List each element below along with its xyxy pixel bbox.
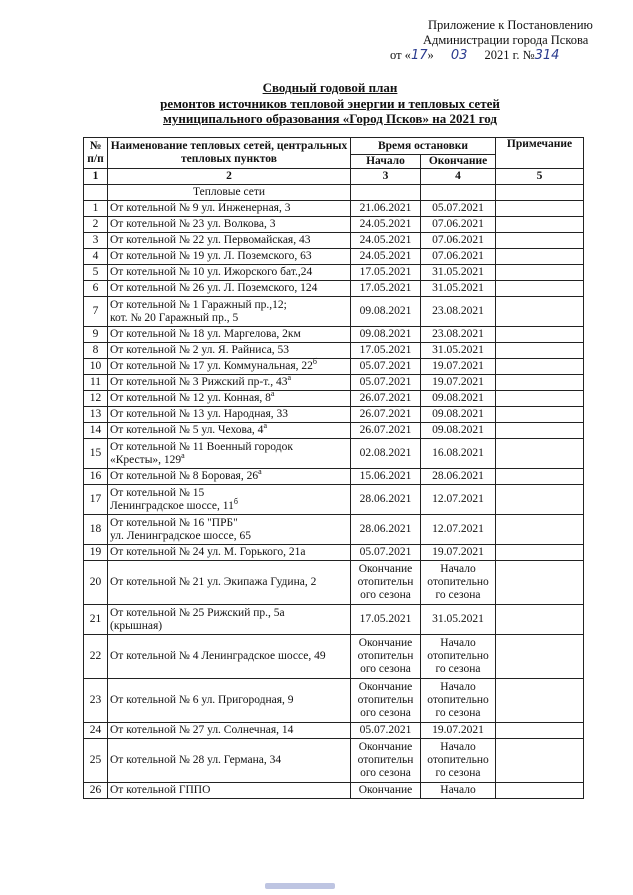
row-number: 10 [84, 359, 108, 375]
row-end: Начало отопительно го сезона [421, 635, 496, 679]
table-row [84, 545, 584, 561]
table-row [84, 515, 584, 545]
row-note [496, 391, 584, 407]
row-number: 25 [84, 739, 108, 783]
row-start: 09.08.2021 [351, 297, 421, 327]
row-end: 12.07.2021 [421, 515, 496, 545]
row-number: 16 [84, 469, 108, 485]
row-name [108, 561, 351, 605]
row-start: 17.05.2021 [351, 605, 421, 635]
row-name-text: От котельной № 4 Ленинградское шоссе, 49 [110, 650, 326, 662]
row-name-line-2: кот. № 20 Гаражный пр., 5 [110, 311, 239, 324]
row-end: 31.05.2021 [421, 605, 496, 635]
row-note [496, 375, 584, 391]
address-letter-superscript: а [287, 373, 292, 383]
row-note [496, 439, 584, 469]
row-number: 6 [84, 281, 108, 297]
row-note [496, 469, 584, 485]
section-heading: Тепловые сети [108, 185, 351, 201]
row-note [496, 343, 584, 359]
row-note [496, 561, 584, 605]
row-end: 19.07.2021 [421, 375, 496, 391]
table-row [84, 327, 584, 343]
row-name-text: От котельной № 23 ул. Волкова, 3 [110, 218, 276, 230]
row-end: 31.05.2021 [421, 343, 496, 359]
row-name-text: От котельной № 21 ул. Экипажа Гудина, 2 [110, 576, 317, 588]
row-name [108, 281, 351, 297]
row-end: 07.06.2021 [421, 217, 496, 233]
row-start: 21.06.2021 [351, 201, 421, 217]
row-name [108, 515, 351, 545]
row-start: Окончание [351, 783, 421, 799]
handwritten-number: 314 [534, 48, 560, 63]
col-number: 2 [108, 169, 351, 185]
row-name-text: От котельной ГППО [110, 784, 211, 796]
address-letter-superscript: а [270, 389, 275, 399]
row-start: Окончание отопительн ого сезона [351, 679, 421, 723]
table-row [84, 233, 584, 249]
row-number: 2 [84, 217, 108, 233]
row-start: Окончание отопительн ого сезона [351, 739, 421, 783]
table-row [84, 265, 584, 281]
row-note [496, 281, 584, 297]
row-name-text: От котельной № 17 ул. Коммунальная, 22 [110, 360, 313, 372]
year-number-label: 2021 г. № [484, 48, 535, 62]
table-row [84, 561, 584, 605]
row-end: 31.05.2021 [421, 281, 496, 297]
row-start: Окончание отопительн ого сезона [351, 561, 421, 605]
ink-stamp-mark [265, 883, 335, 889]
appendix-line-2: Администрации города Пскова [423, 33, 589, 47]
row-end: 28.06.2021 [421, 469, 496, 485]
row-name [108, 391, 351, 407]
row-name [108, 217, 351, 233]
row-end: 19.07.2021 [421, 359, 496, 375]
row-number: 8 [84, 343, 108, 359]
row-start: 17.05.2021 [351, 265, 421, 281]
document-title [90, 80, 570, 127]
title-line-2: ремонтов источников тепловой энергии и тепловых сетей [160, 95, 500, 111]
row-start: 24.05.2021 [351, 217, 421, 233]
col-number: 4 [421, 169, 496, 185]
row-note [496, 783, 584, 799]
row-start: 17.05.2021 [351, 281, 421, 297]
date-mid: » [427, 48, 434, 62]
row-end: 31.05.2021 [421, 265, 496, 281]
row-name [108, 249, 351, 265]
row-name [108, 343, 351, 359]
row-start: 05.07.2021 [351, 359, 421, 375]
row-name-text: От котельной № 19 ул. Л. Поземского, 63 [110, 250, 312, 262]
table-row [84, 635, 584, 679]
row-name-text: От котельной № 13 ул. Народная, 33 [110, 408, 289, 420]
row-name-text: От котельной № 27 ул. Солнечная, 14 [110, 724, 294, 736]
row-end: 23.08.2021 [421, 327, 496, 343]
col-number: 1 [84, 169, 108, 185]
col-number: 5 [496, 169, 584, 185]
header-end: Окончание [421, 155, 496, 169]
row-end: Начало [421, 783, 496, 799]
table-row [84, 217, 584, 233]
row-number: 24 [84, 723, 108, 739]
row-name-text: От котельной № 18 ул. Маргелова, 2км [110, 328, 301, 340]
row-name [108, 679, 351, 723]
address-letter-superscript: а [263, 421, 267, 431]
row-note [496, 605, 584, 635]
row-number: 3 [84, 233, 108, 249]
row-number: 15 [84, 439, 108, 469]
row-note [496, 233, 584, 249]
row-start: 28.06.2021 [351, 515, 421, 545]
row-name-line-1: От котельной № 25 Рижский пр., 5а [110, 606, 285, 619]
appendix-line-3 [390, 48, 625, 63]
header-stop-time: Время остановки [351, 138, 496, 155]
row-end: 16.08.2021 [421, 439, 496, 469]
row-note [496, 545, 584, 561]
header-note: Примечание [496, 138, 584, 169]
row-end: 05.07.2021 [421, 201, 496, 217]
title-line-3: муниципального образования «Город Псков» на 2021 год [163, 111, 497, 126]
row-end: Начало отопительно го сезона [421, 739, 496, 783]
row-note [496, 249, 584, 265]
row-note [496, 515, 584, 545]
row-name-line-2: ул. Ленинградское шоссе, 65 [110, 529, 252, 542]
address-letter-superscript: б [233, 496, 238, 506]
row-end: 19.07.2021 [421, 723, 496, 739]
row-start: 26.07.2021 [351, 391, 421, 407]
row-start: 05.07.2021 [351, 545, 421, 561]
row-number: 18 [84, 515, 108, 545]
row-note [496, 635, 584, 679]
header-name: Наименование тепловых сетей, центральных тепловых пунктов [108, 138, 351, 169]
row-number: 23 [84, 679, 108, 723]
header-start: Начало [351, 155, 421, 169]
row-name-text: От котельной № 26 ул. Л. Поземского, 124 [110, 282, 318, 294]
col-number: 3 [351, 169, 421, 185]
row-note [496, 327, 584, 343]
row-number: 22 [84, 635, 108, 679]
row-name [108, 297, 351, 327]
row-end: 09.08.2021 [421, 423, 496, 439]
row-name-text: От котельной № 8 Боровая, 26 [110, 470, 259, 482]
row-start: 02.08.2021 [351, 439, 421, 469]
row-note [496, 423, 584, 439]
row-name [108, 407, 351, 423]
repair-plan-table [83, 137, 584, 799]
table-row [84, 605, 584, 635]
row-note [496, 265, 584, 281]
row-number: 1 [84, 201, 108, 217]
row-name [108, 423, 351, 439]
address-letter-superscript: а [258, 467, 262, 477]
table-body [84, 185, 584, 799]
table-row [84, 469, 584, 485]
row-name-text: От котельной № 5 ул. Чехова, 4 [110, 424, 264, 436]
handwritten-day: 17 [410, 48, 428, 63]
row-start: 09.08.2021 [351, 327, 421, 343]
row-end: 23.08.2021 [421, 297, 496, 327]
row-name-text: От котельной № 3 Рижский пр-т., 43 [110, 376, 288, 388]
row-name-line-1: От котельной № 11 Военный городок [110, 440, 293, 453]
row-name [108, 375, 351, 391]
row-name-line-1: От котельной № 15 [110, 486, 205, 499]
row-name [108, 439, 351, 469]
row-note [496, 407, 584, 423]
row-start: 05.07.2021 [351, 723, 421, 739]
header-num: № п/п [84, 138, 108, 169]
table-row [84, 739, 584, 783]
row-name [108, 739, 351, 783]
row-number: 17 [84, 485, 108, 515]
row-name-text: От котельной № 28 ул. Германа, 34 [110, 754, 282, 766]
row-end: 07.06.2021 [421, 233, 496, 249]
row-number: 13 [84, 407, 108, 423]
row-start: 24.05.2021 [351, 249, 421, 265]
row-name [108, 469, 351, 485]
handwritten-month: 03 [450, 48, 468, 63]
row-number: 9 [84, 327, 108, 343]
date-prefix: от « [390, 48, 411, 62]
row-name-line-2: (крышная) [110, 619, 163, 632]
row-start: 15.06.2021 [351, 469, 421, 485]
table-row [84, 723, 584, 739]
row-number: 26 [84, 783, 108, 799]
row-number: 19 [84, 545, 108, 561]
table-row [84, 391, 584, 407]
table-row [84, 407, 584, 423]
row-name-line-1: От котельной № 16 "ПРБ" [110, 516, 238, 529]
row-note [496, 297, 584, 327]
appendix-block [390, 18, 625, 63]
table-row [84, 359, 584, 375]
row-name-line-1: От котельной № 1 Гаражный пр.,12; [110, 298, 287, 311]
row-end: Начало отопительно го сезона [421, 679, 496, 723]
table-row [84, 439, 584, 469]
table-row [84, 783, 584, 799]
row-start: 26.07.2021 [351, 407, 421, 423]
title-line-1: Сводный годовой план [262, 80, 398, 95]
address-letter-superscript: а [181, 450, 185, 460]
row-start: Окончание отопительн ого сезона [351, 635, 421, 679]
table-row [84, 297, 584, 327]
row-name [108, 783, 351, 799]
row-note [496, 217, 584, 233]
row-name-text: От котельной № 22 ул. Первомайская, 43 [110, 234, 311, 246]
row-end: 12.07.2021 [421, 485, 496, 515]
row-name [108, 201, 351, 217]
row-name [108, 635, 351, 679]
row-name [108, 723, 351, 739]
row-note [496, 359, 584, 375]
row-number: 21 [84, 605, 108, 635]
row-end: 09.08.2021 [421, 407, 496, 423]
row-number: 7 [84, 297, 108, 327]
row-number: 4 [84, 249, 108, 265]
row-name-line-2: Ленинградское шоссе, 11 [110, 499, 234, 512]
row-end: 09.08.2021 [421, 391, 496, 407]
table-row [84, 485, 584, 515]
row-name [108, 359, 351, 375]
table-row [84, 201, 584, 217]
table-row [84, 375, 584, 391]
row-name-line-2: «Кресты», 129 [110, 453, 182, 466]
row-note [496, 679, 584, 723]
row-number: 5 [84, 265, 108, 281]
row-name-text: От котельной № 2 ул. Я. Райниса, 53 [110, 344, 290, 356]
row-name-text: От котельной № 12 ул. Конная, 8 [110, 392, 271, 404]
appendix-line-1: Приложение к Постановлению [428, 18, 593, 32]
row-name-text: От котельной № 24 ул. М. Горького, 21а [110, 546, 306, 558]
row-end: 19.07.2021 [421, 545, 496, 561]
row-number: 20 [84, 561, 108, 605]
row-number: 12 [84, 391, 108, 407]
row-note [496, 485, 584, 515]
row-start: 26.07.2021 [351, 423, 421, 439]
row-end: Начало отопительно го сезона [421, 561, 496, 605]
row-name [108, 485, 351, 515]
row-name-text: От котельной № 9 ул. Инженерная, 3 [110, 202, 291, 214]
row-start: 17.05.2021 [351, 343, 421, 359]
table-row [84, 679, 584, 723]
table-row [84, 423, 584, 439]
row-name [108, 265, 351, 281]
row-start: 28.06.2021 [351, 485, 421, 515]
row-name [108, 233, 351, 249]
table-row [84, 343, 584, 359]
table-row [84, 281, 584, 297]
row-note [496, 739, 584, 783]
row-name-text: От котельной № 10 ул. Ижорского бат.,24 [110, 266, 313, 278]
row-start: 24.05.2021 [351, 233, 421, 249]
row-number: 14 [84, 423, 108, 439]
row-end: 07.06.2021 [421, 249, 496, 265]
row-name [108, 545, 351, 561]
row-name [108, 327, 351, 343]
row-number: 11 [84, 375, 108, 391]
row-name-text: От котельной № 6 ул. Пригородная, 9 [110, 694, 294, 706]
row-note [496, 201, 584, 217]
row-start: 05.07.2021 [351, 375, 421, 391]
row-name [108, 605, 351, 635]
table-row [84, 249, 584, 265]
address-letter-superscript: б [312, 357, 317, 367]
row-note [496, 723, 584, 739]
